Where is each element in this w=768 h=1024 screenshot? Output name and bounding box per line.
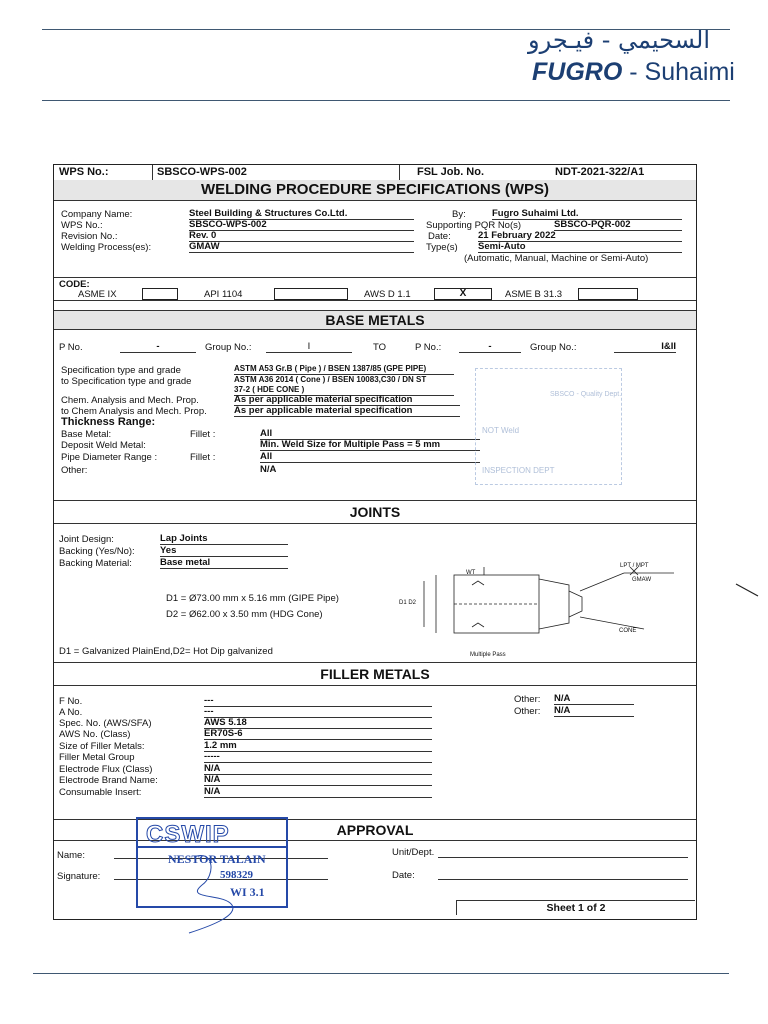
- approval-date-line[interactable]: [438, 879, 688, 880]
- chem-value: As per applicable material specification: [234, 394, 460, 406]
- f-no-value: ---: [204, 695, 432, 707]
- code-row: [54, 277, 696, 301]
- galvanized-note: D1 = Galvanized PlainEnd,D2= Hot Dip galvanized: [59, 646, 273, 657]
- unit-dept-line[interactable]: [438, 857, 688, 858]
- d2-spec: D2 = Ø62.00 x 3.50 mm (HDG Cone): [166, 609, 323, 620]
- to-chem-value: As per applicable material specification: [234, 405, 460, 417]
- joint-diagram: [384, 557, 684, 657]
- electrode-brand-label: Electrode Brand Name:: [59, 775, 158, 786]
- aws-label: AWS D 1.1: [364, 289, 411, 300]
- type-value: Semi-Auto: [478, 241, 682, 253]
- thickness-range-label: Thickness Range:: [61, 416, 156, 428]
- revision-value: Rev. 0: [189, 230, 414, 242]
- approval-date-label: Date:: [392, 870, 415, 881]
- asme-ix-label: ASME IX: [78, 289, 117, 300]
- group-no2-label: Group No.:: [530, 342, 577, 353]
- a-no-value: ---: [204, 706, 432, 718]
- p-no2-value: -: [459, 341, 521, 353]
- date-label: Date:: [428, 231, 451, 242]
- spec-no-label: Spec. No. (AWS/SFA): [59, 718, 152, 729]
- to-spec-label: to Specification type and grade: [61, 376, 192, 387]
- wps-header-row: [54, 165, 696, 181]
- company-logo: [532, 58, 735, 87]
- filler-group-label: Filler Metal Group: [59, 752, 135, 763]
- approval-title: APPROVAL: [54, 819, 696, 841]
- pqr-value: SBSCO-PQR-002: [554, 219, 682, 231]
- logo-suffix: Suhaimi: [644, 58, 735, 86]
- filler-other2-value: N/A: [554, 705, 634, 717]
- pqr-label: Supporting PQR No(s): [426, 220, 522, 231]
- by-label: By:: [452, 209, 466, 220]
- aws-no-value: ER70S-6: [204, 728, 432, 740]
- cswip-stamp-level: WI 3.1: [230, 885, 265, 899]
- logo-arabic: السحيمي - فيـجرو: [528, 26, 710, 54]
- electrode-flux-value: N/A: [204, 763, 432, 775]
- joint-design-value: Lap Joints: [160, 533, 288, 545]
- to-label: TO: [373, 342, 387, 353]
- p-no2-label: P No.:: [415, 342, 442, 353]
- logo-separator: -: [629, 58, 638, 86]
- filler-other2-label: Other:: [514, 706, 541, 717]
- backing-material-label: Backing Material:: [59, 558, 132, 569]
- filler-metals-title: FILLER METALS: [54, 662, 696, 686]
- d1-spec: D1 = Ø73.00 mm x 5.16 mm (GIPE Pipe): [166, 593, 339, 604]
- inspection-stamp-line2: NOT Weld: [482, 426, 520, 435]
- filler-other1-value: N/A: [554, 693, 634, 705]
- diagram-d1d2: D1 D2: [399, 600, 417, 606]
- p-no-label: P No.: [59, 342, 83, 353]
- p-no-value: -: [120, 341, 196, 353]
- filler-size-label: Size of Filler Metals:: [59, 741, 145, 752]
- diagram-gmaw: GMAW: [632, 577, 652, 583]
- logo-brand: FUGRO: [532, 58, 623, 86]
- filler-other1-label: Other:: [514, 694, 541, 705]
- to-spec-value-1: ASTM A36 2014 ( Cone ) / BSEN 10083,C30 / DN ST: [234, 375, 427, 384]
- api-label: API 1104: [204, 289, 243, 300]
- backing-value: Yes: [160, 545, 288, 557]
- inspection-stamp-line1: SBSCO - Quality Dept.: [550, 391, 622, 398]
- date-value: 21 February 2022: [478, 230, 682, 242]
- unit-dept-label: Unit/Dept.: [392, 847, 435, 858]
- cswip-stamp-logo: CSWIP: [146, 821, 230, 848]
- aws-no-label: AWS No. (Class): [59, 729, 131, 740]
- company-label: Company Name:: [61, 209, 133, 220]
- base-metals-title: BASE METALS: [54, 310, 696, 330]
- process-value: GMAW: [189, 241, 414, 253]
- signature-scribble: [154, 845, 294, 935]
- cswip-stamp-number: 598329: [220, 869, 253, 881]
- margin-mark: [734, 580, 760, 600]
- diagram-multipass: Multiple Pass: [470, 652, 506, 658]
- wps-value: SBSCO-WPS-002: [189, 219, 414, 231]
- wps-label: WPS No.:: [61, 220, 103, 231]
- wps-no-label: WPS No.:: [59, 166, 109, 178]
- group-no-label: Group No.:: [205, 342, 252, 353]
- sheet-indicator: Sheet 1 of 2: [456, 900, 695, 915]
- type-label: Type(s): [426, 242, 458, 253]
- joints-title: JOINTS: [54, 500, 696, 524]
- diagram-lpt: LPT / MPT: [620, 563, 649, 569]
- diagram-wt: WT: [466, 570, 476, 576]
- base-metal-label: Base Metal:: [61, 429, 112, 440]
- f-no-label: F No.: [59, 696, 83, 707]
- consumable-insert-label: Consumable Insert:: [59, 787, 142, 798]
- fillet2-label: Fillet :: [190, 452, 216, 463]
- form-title: WELDING PROCEDURE SPECIFICATIONS (WPS): [54, 180, 696, 201]
- spec-value: ASTM A53 Gr.B ( Pipe ) / BSEN 1387/85 (GPE PIPE): [234, 363, 454, 375]
- chem-label: Chem. Analysis and Mech. Prop.: [61, 395, 199, 406]
- spec-label: Specification type and grade: [61, 365, 181, 376]
- type-note: (Automatic, Manual, Machine or Semi-Auto): [464, 253, 649, 264]
- fillet-label: Fillet :: [190, 429, 216, 440]
- a-no-label: A No.: [59, 707, 83, 718]
- by-value: Fugro Suhaimi Ltd.: [492, 208, 682, 220]
- footer-rule: [33, 973, 729, 974]
- filler-size-value: 1.2 mm: [204, 740, 432, 752]
- code-label: CODE:: [59, 279, 90, 290]
- approval-name-label: Name:: [57, 850, 85, 861]
- group-no2-value: I&II: [614, 341, 676, 353]
- approval-signature-label: Signature:: [57, 871, 101, 882]
- company-value: Steel Building & Structures Co.Ltd.: [189, 208, 414, 220]
- cswip-stamp-name: NESTOR TALAIN: [168, 852, 266, 866]
- wps-form: [53, 164, 697, 920]
- aws-checkbox[interactable]: X: [434, 288, 492, 300]
- deposit-label: Deposit Weld Metal:: [61, 440, 146, 451]
- to-spec-value-2: 37-2 ( HDE CONE ): [234, 384, 454, 396]
- revision-label: Revision No.:: [61, 231, 118, 242]
- inspection-stamp: [475, 368, 622, 485]
- asme-ix-checkbox[interactable]: [142, 288, 178, 300]
- electrode-brand-value: N/A: [204, 774, 432, 786]
- joint-design-label: Joint Design:: [59, 534, 114, 545]
- other-value: N/A: [260, 464, 277, 475]
- wps-no-value: SBSCO-WPS-002: [157, 166, 247, 178]
- fsl-job-value: NDT-2021-322/A1: [555, 166, 645, 178]
- fsl-job-label: FSL Job. No.: [417, 166, 485, 178]
- header-rule: [42, 100, 730, 101]
- electrode-flux-label: Electrode Flux (Class): [59, 764, 153, 775]
- base-metal-value: All: [260, 428, 480, 440]
- inspection-stamp-line3: INSPECTION DEPT: [482, 466, 555, 475]
- backing-label: Backing (Yes/No):: [59, 546, 135, 557]
- pipe-diameter-label: Pipe Diameter Range :: [61, 452, 158, 463]
- pipe-diameter-value: All: [260, 451, 480, 463]
- diagram-cone: CONE: [619, 628, 637, 634]
- consumable-insert-value: N/A: [204, 786, 432, 798]
- api-checkbox[interactable]: [274, 288, 348, 300]
- deposit-value: Min. Weld Size for Multiple Pass = 5 mm: [260, 439, 480, 451]
- process-label: Welding Process(es):: [61, 242, 152, 253]
- asme-b-label: ASME B 31.3: [505, 289, 563, 300]
- to-chem-label: to Chem Analysis and Mech. Prop.: [61, 406, 207, 417]
- spec-no-value: AWS 5.18: [204, 717, 432, 729]
- filler-group-value: -----: [204, 751, 432, 763]
- group-no-value: I: [266, 341, 352, 353]
- other-label: Other:: [61, 465, 88, 476]
- backing-material-value: Base metal: [160, 557, 288, 569]
- asme-b-checkbox[interactable]: [578, 288, 638, 300]
